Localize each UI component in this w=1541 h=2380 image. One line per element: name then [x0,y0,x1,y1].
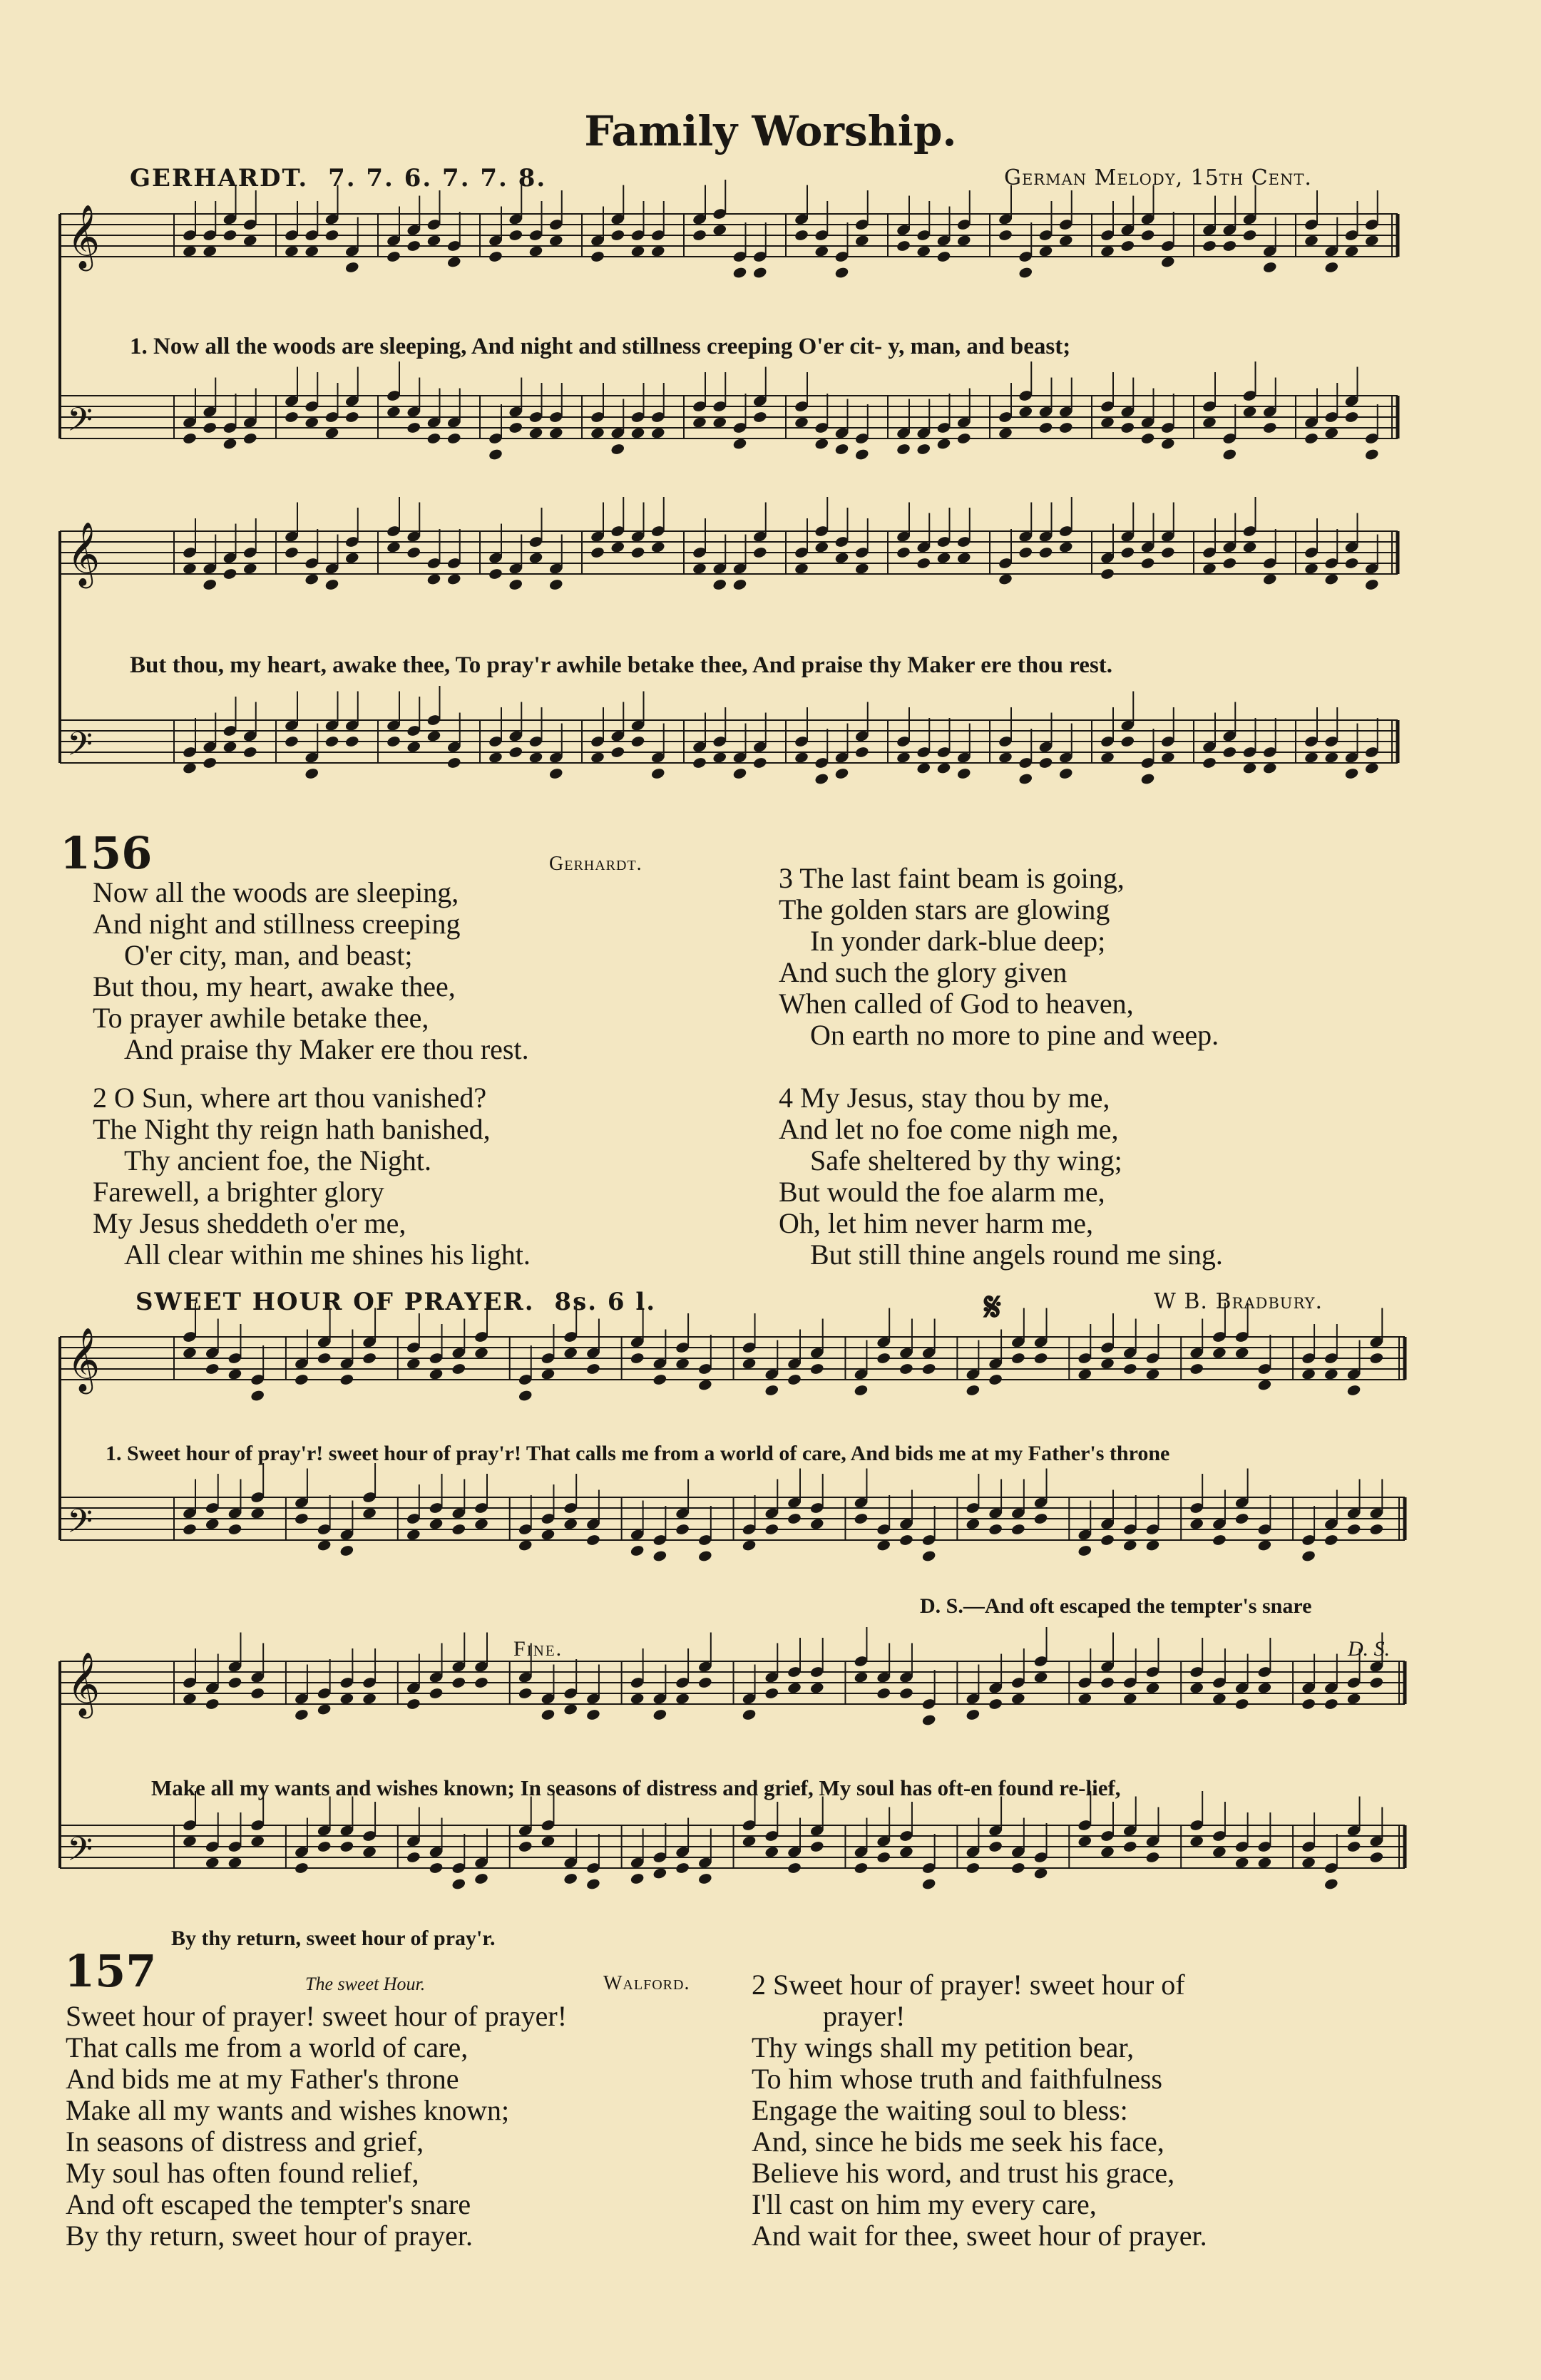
svg-text:𝄞: 𝄞 [67,522,101,586]
verse-line: And oft escaped the tempter's snare [66,2188,471,2220]
svg-text:𝄢: 𝄢 [67,1502,93,1549]
hymn157-verse-2 [752,1969,1207,2252]
verse-line: But thou, my heart, awake thee, [93,970,456,1002]
verse-line: That calls me from a world of care, [66,2031,469,2063]
verse-line: Make all my wants and wishes known; [66,2094,510,2126]
verse-line: To prayer awhile betake thee, [93,1002,429,1034]
verse-line: But would the foe alarm me, [779,1176,1105,1208]
verse-line: Safe sheltered by thy wing; [810,1144,1122,1176]
verse-line: In yonder dark-blue deep; [810,925,1106,957]
svg-text:𝄞: 𝄞 [67,1328,101,1392]
verse-line: Thy ancient foe, the Night. [124,1144,431,1176]
verse-line: But still thine angels round me sing. [810,1238,1223,1271]
verse-line: In seasons of distress and grief, [66,2125,424,2158]
verse-line: 2 Sweet hour of prayer! sweet hour of [752,1969,1185,2001]
tune-meter: 7. 7. 6. 7. 7. 8. [328,164,547,193]
hymn157-author: Walford. [603,1972,690,1994]
svg-text:𝄢: 𝄢 [67,401,93,447]
svg-text:𝄞: 𝄞 [67,205,101,269]
verse-line: The Night thy reign hath banished, [93,1113,491,1145]
ds-text: D. S.—And oft escaped the tempter's snare [920,1594,1312,1618]
verse-line: My Jesus sheddeth o'er me, [93,1207,406,1239]
verse-line: Engage the waiting soul to bless: [752,2094,1128,2126]
verse-line: On earth no more to pine and weep. [810,1019,1219,1051]
hymn156-lyric-line-1: 1. Now all the woods are sleeping, And night and stillness creeping O'er cit- y, man, and beast; [130,334,1071,359]
hymn156-verse-4 [779,1082,1223,1271]
hymn156-author: Gerhardt. [549,853,642,875]
hymn157-lyric-line-3: By thy return, sweet hour of pray'r. [171,1927,496,1950]
hymn156-lyric-line-2: But thou, my heart, awake thee, To pray'r awhile betake thee, And praise thy Maker ere thou rest. [130,652,1113,678]
verse-line: And night and stillness creeping [93,908,461,940]
verse-line: When called of God to heaven, [779,988,1134,1020]
hymn-number-157: 157 [64,1945,157,1997]
verse-line: And wait for thee, sweet hour of prayer. [752,2220,1207,2252]
verse-line: By thy return, sweet hour of prayer. [66,2220,473,2252]
tune-composer: W B. Bradbury. [1154,1289,1324,1314]
verse-line: The golden stars are glowing [779,893,1110,925]
verse-line: Sweet hour of prayer! sweet hour of prayer! [66,2000,568,2032]
tune-name: SWEET HOUR OF PRAYER. [135,1288,535,1316]
verse-line: O'er city, man, and beast; [124,939,413,971]
verse-line: All clear within me shines his light. [124,1238,531,1271]
tune-meter: 8s. 6 l. [554,1288,657,1316]
hymn157-lyric-line-2: Make all my wants and wishes known; In seasons of distress and grief, My soul has oft-en found re-lief, [151,1775,1121,1800]
hymn157-lyric-line-1: 1. Sweet hour of pray'r! sweet hour of pray'r! That calls me from a world of care, And bids me at my Father's throne [106,1442,1170,1465]
svg-text:𝄞: 𝄞 [67,1652,101,1716]
hymn156-verse-3 [779,863,1219,1051]
verse-line: I'll cast on him my every care, [752,2188,1097,2220]
verse-line: Thy wings shall my petition bear, [752,2031,1135,2063]
verse-line: Farewell, a brighter glory [93,1176,384,1208]
verse-line: Oh, let him never harm me, [779,1207,1093,1239]
tune-source: German Melody, 15th Cent. [1004,165,1312,190]
verse-line: Now all the woods are sleeping, [93,876,459,908]
tune-name: GERHARDT. [130,164,309,193]
verse-line: 2 O Sun, where art thou vanished? [93,1082,487,1114]
svg-text:𝄢: 𝄢 [67,1830,93,1877]
hymn157-subtitle: The sweet Hour. [305,1974,426,1994]
verse-line: Believe his word, and trust his grace, [752,2157,1175,2189]
hymn-number-156: 156 [60,827,153,879]
ds-label: D. S. [1348,1637,1391,1661]
verse-line: And praise thy Maker ere thou rest. [124,1033,529,1065]
verse-line: 3 The last faint beam is going, [779,862,1125,894]
verse-line: And, since he bids me seek his face, [752,2125,1164,2158]
hymn156-verse-2 [93,1082,531,1271]
verse-line: 4 My Jesus, stay thou by me, [779,1082,1110,1114]
page-title: Family Worship. [584,107,957,155]
verse-line: And such the glory given [779,956,1068,988]
verse-line: And bids me at my Father's throne [66,2063,459,2095]
segno-icon: 𝄋 [984,1283,1002,1330]
hymn156-verse-1 [93,877,529,1065]
verse-line: To him whose truth and faithfulness [752,2063,1162,2095]
hymn157-verse-1 [66,2001,567,2252]
svg-text:𝄢: 𝄢 [67,725,93,771]
verse-line: My soul has often found relief, [66,2157,419,2189]
tune-name-sweet-hour [135,1288,656,1316]
verse-line: And let no foe come nigh me, [779,1113,1119,1145]
fine-label: Fine. [513,1637,563,1661]
verse-line: prayer! [823,2000,906,2032]
